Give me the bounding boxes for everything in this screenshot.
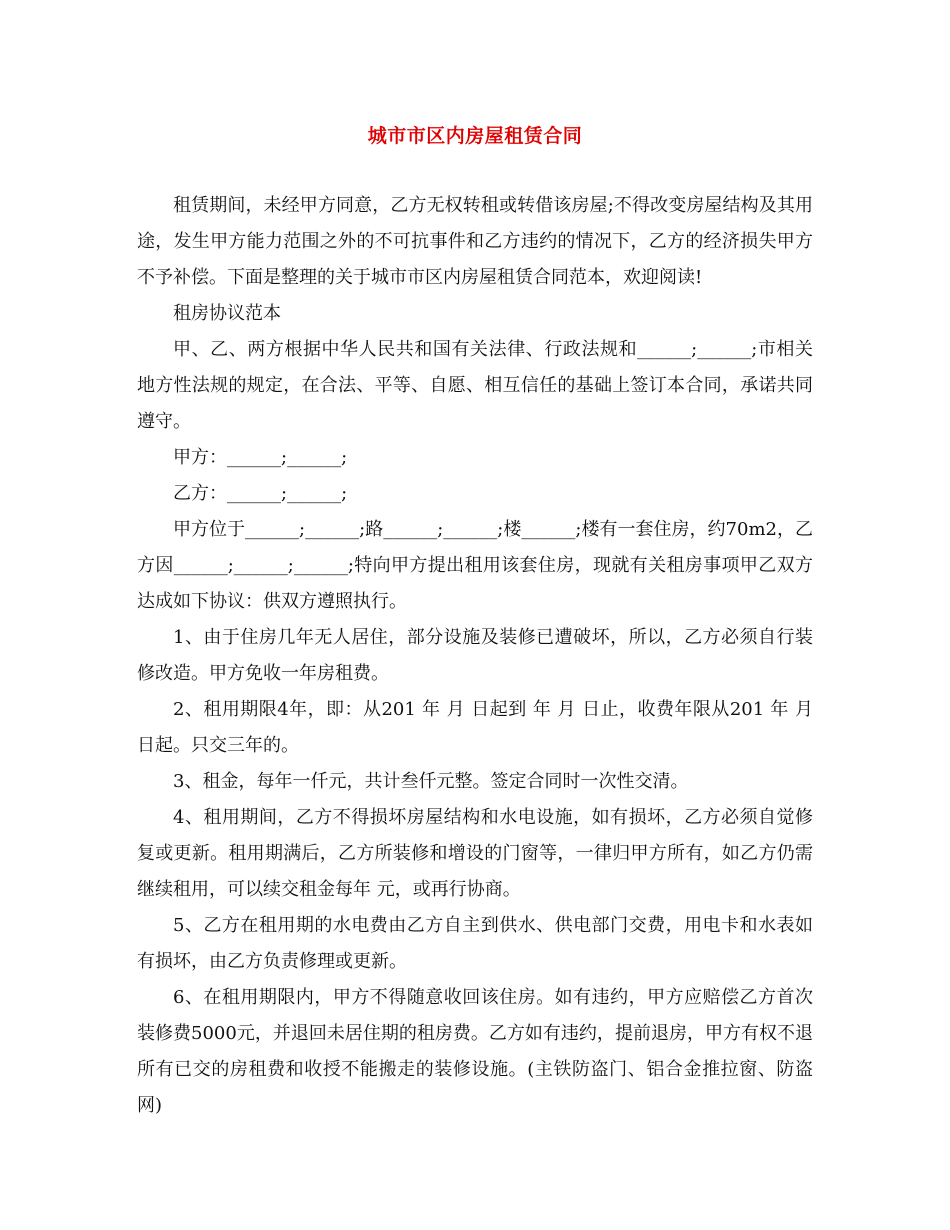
document-title: 城市市区内房屋租赁合同 — [367, 125, 583, 147]
paragraph-party-b: 乙方：______;______; — [173, 483, 348, 504]
paragraph-party-a: 甲方：______;______; — [173, 447, 348, 468]
paragraph-property: 甲方位于______;______;路______;______;楼______;楼有一套住房，约70m2，乙方因______;______;______;特向甲方提出租用该套住房，现就有关租房事项甲乙双方达成如下协议：供双方遵照执行。 — [137, 519, 813, 612]
clause-1: 1、由于住房几年无人居住，部分设施及装修已遭破坏，所以，乙方必须自行装修改造。甲方免收一年房租费。 — [137, 627, 813, 684]
clause-3: 3、租金，每年一仟元，共计叁仟元整。签定合同时一次性交清。 — [173, 771, 689, 792]
document-body — [137, 188, 819, 1124]
paragraph-intro: 租赁期间，未经甲方同意，乙方无权转租或转借该房屋;不得改变房屋结构及其用途，发生甲方能力范围之外的不可抗事件和乙方违约的情况下，乙方的经济损失甲方不予补偿。下面是整理的关于城市市区内房屋租赁合同范本，欢迎阅读! — [137, 195, 813, 288]
clause-2: 2、租用期限4年，即：从201 年 月 日起到 年 月 日止，收费年限从201 年 月 日起。只交三年的。 — [137, 699, 819, 756]
paragraph-section-heading: 租房协议范本 — [173, 303, 281, 324]
clause-6: 6、在租用期限内，甲方不得随意收回该住房。如有违约，甲方应赔偿乙方首次装修费5000元，并退回未居住期的租房费。乙方如有违约，提前退房，甲方有权不退所有已交的房租费和收授不能搬走的装修设施。(主铁防盗门、铝合金推拉窗、防盗网) — [137, 987, 813, 1116]
clause-5: 5、乙方在租用期的水电费由乙方自主到供水、供电部门交费，用电卡和水表如有损坏，由乙方负责修理或更新。 — [137, 915, 813, 972]
paragraph-preamble: 甲、乙、两方根据中华人民共和国有关法律、行政法规和______;______;市相关地方性法规的规定，在合法、平等、自愿、相互信任的基础上签订本合同，承诺共同遵守。 — [137, 339, 813, 432]
clause-4: 4、租用期间，乙方不得损坏房屋结构和水电设施，如有损坏，乙方必须自觉修复或更新。租用期满后，乙方所装修和增设的门窗等，一律归甲方所有，如乙方仍需继续租用，可以续交租金每年 元，或再行协商。 — [137, 807, 813, 900]
